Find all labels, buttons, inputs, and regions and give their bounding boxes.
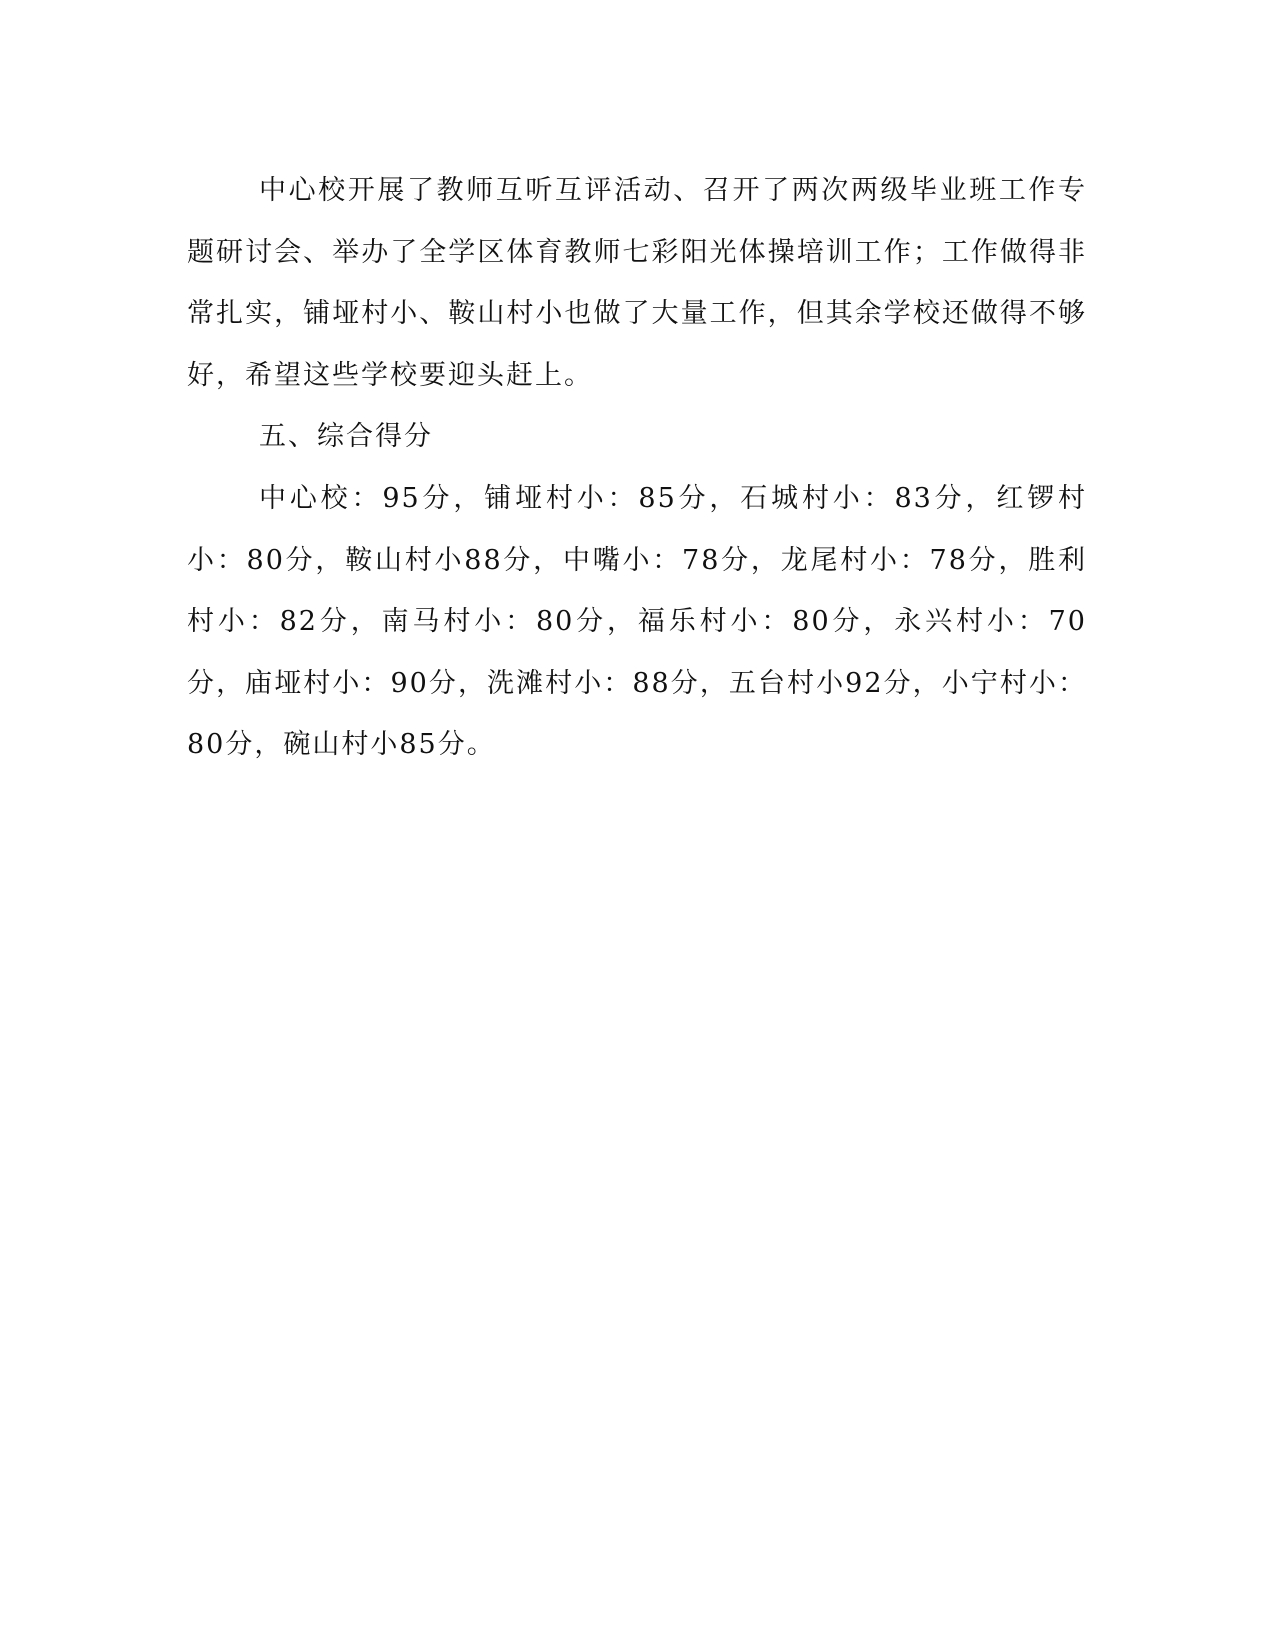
section-heading-overall-scores: 五、综合得分 (259, 421, 433, 453)
paragraph-school-scores: 中心校：95分，铺垭村小：85分，石城村小：83分，红锣村小：80分，鞍山村小88分，中嘴小：78分，龙尾村小：78分，胜利村小：82分，南马村小：80分，福乐村小：80分，永兴村小：70分，庙垭村小：90分，洗滩村小：88分，五台村小92分，小宁村小：80分，碗山村小85分。 (187, 482, 1087, 761)
document-body (187, 160, 1087, 776)
paragraph-teaching-activities: 中心校开展了教师互听互评活动、召开了两次两级毕业班工作专题研讨会、举办了全学区体育教师七彩阳光体操培训工作；工作做得非常扎实，铺垭村小、鞍山村小也做了大量工作，但其余学校还做得不够好，希望这些学校要迎头赶上。 (187, 175, 1087, 391)
